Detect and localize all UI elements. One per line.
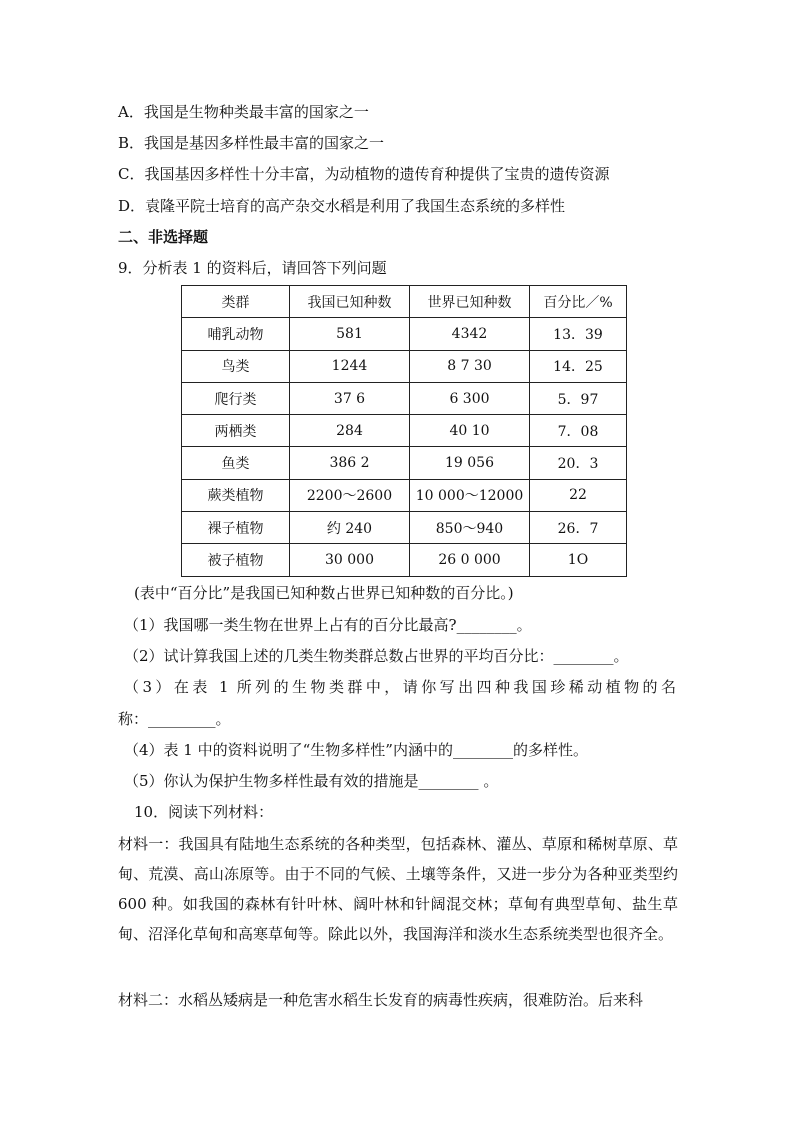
table-row bbox=[182, 512, 627, 544]
table-cell: 哺乳动物 bbox=[182, 318, 290, 350]
choice-b: B．我国是基因多样性最丰富的国家之一 bbox=[118, 134, 385, 152]
table-row bbox=[182, 350, 627, 382]
table-cell: 26 0 000 bbox=[410, 544, 530, 576]
table-cell: 284 bbox=[290, 415, 410, 447]
choice-c: C．我国基因多样性十分丰富，为动植物的遗传育种提供了宝贵的遗传资源 bbox=[118, 165, 610, 183]
table-cell: 裸子植物 bbox=[182, 512, 290, 544]
table-cell: 26．7 bbox=[530, 512, 627, 544]
table-cell: 40 10 bbox=[410, 415, 530, 447]
table-cell: 约 240 bbox=[290, 512, 410, 544]
table-header-row bbox=[182, 286, 627, 318]
question-9-part-2: （2）试计算我国上述的几类生物类群总数占世界的平均百分比：________。 bbox=[124, 647, 629, 665]
table-cell: 37 6 bbox=[290, 382, 410, 414]
question-9-part-3: （3）在表 1 所列的生物类群中，请你写出四种我国珍稀动植物的名 bbox=[124, 678, 676, 696]
material-one: 材料一：我国具有陆地生态系统的各种类型，包括森林、灌丛、草原和稀树草原、草甸、荒漠、高山冻原等。由于不同的气候、土壤等条件，又进一步分为各种亚类型约 600 种。如我国的森林有针叶林、阔叶林和针阔混交林；草甸有典型草甸、盐生草甸、沼泽化草甸和高寒草甸等。除此以外，我国海洋和淡水生态系统类型也很齐全。 bbox=[118, 835, 678, 943]
table-row bbox=[182, 447, 627, 479]
choice-d: D．袁隆平院士培育的高产杂交水稻是利用了我国生态系统的多样性 bbox=[118, 197, 566, 215]
table-header: 类群 bbox=[182, 286, 290, 318]
table-cell: 4342 bbox=[410, 318, 530, 350]
question-9-part-4: （4）表 1 中的资料说明了“生物多样性”内涵中的________的多样性。 bbox=[124, 741, 588, 759]
table-cell: 22 bbox=[530, 479, 627, 511]
table-cell: 581 bbox=[290, 318, 410, 350]
table-cell: 鱼类 bbox=[182, 447, 290, 479]
question-9-intro: 9．分析表 1 的资料后，请回答下列问题 bbox=[118, 259, 387, 277]
table-cell: 5．97 bbox=[530, 382, 627, 414]
question-10-intro: 10．阅读下列材料： bbox=[134, 803, 274, 821]
choice-a: A．我国是生物种类最丰富的国家之一 bbox=[118, 103, 369, 121]
table-row bbox=[182, 479, 627, 511]
table-cell: 被子植物 bbox=[182, 544, 290, 576]
table-row bbox=[182, 382, 627, 414]
table-cell: 850～940 bbox=[410, 512, 530, 544]
table-header: 我国已知种数 bbox=[290, 286, 410, 318]
table-cell: 6 300 bbox=[410, 382, 530, 414]
table-cell: 10 000～12000 bbox=[410, 479, 530, 511]
table-row bbox=[182, 544, 627, 576]
table-cell: 1244 bbox=[290, 350, 410, 382]
question-9-part-1: （1）我国哪一类生物在世界上占有的百分比最高?________。 bbox=[124, 616, 532, 634]
table-cell: 爬行类 bbox=[182, 382, 290, 414]
table-cell: 19 056 bbox=[410, 447, 530, 479]
table-cell: 1O bbox=[530, 544, 627, 576]
table-cell: 386 2 bbox=[290, 447, 410, 479]
table-cell: 两栖类 bbox=[182, 415, 290, 447]
species-table bbox=[181, 285, 627, 577]
table-header: 百分比／% bbox=[530, 286, 627, 318]
question-9-part-5: （5）你认为保护生物多样性最有效的措施是________ 。 bbox=[124, 772, 499, 790]
table-cell: 8 7 30 bbox=[410, 350, 530, 382]
table-cell: 20．3 bbox=[530, 447, 627, 479]
table-cell: 蕨类植物 bbox=[182, 479, 290, 511]
table-cell: 2200～2600 bbox=[290, 479, 410, 511]
table-row bbox=[182, 415, 627, 447]
table-row bbox=[182, 318, 627, 350]
table-cell: 13．39 bbox=[530, 318, 627, 350]
table-cell: 7．08 bbox=[530, 415, 627, 447]
question-9-part-3-cont: 称：_________。 bbox=[118, 710, 231, 728]
table-cell: 鸟类 bbox=[182, 350, 290, 382]
table-cell: 30 000 bbox=[290, 544, 410, 576]
table-cell: 14．25 bbox=[530, 350, 627, 382]
section-title: 二、非选择题 bbox=[118, 228, 209, 246]
table-note: (表中“百分比”是我国已知种数占世界已知种数的百分比。) bbox=[134, 584, 514, 602]
table-header: 世界已知种数 bbox=[410, 286, 530, 318]
material-two: 材料二：水稻丛矮病是一种危害水稻生长发育的病毒性疾病，很难防治。后来科 bbox=[118, 991, 644, 1009]
